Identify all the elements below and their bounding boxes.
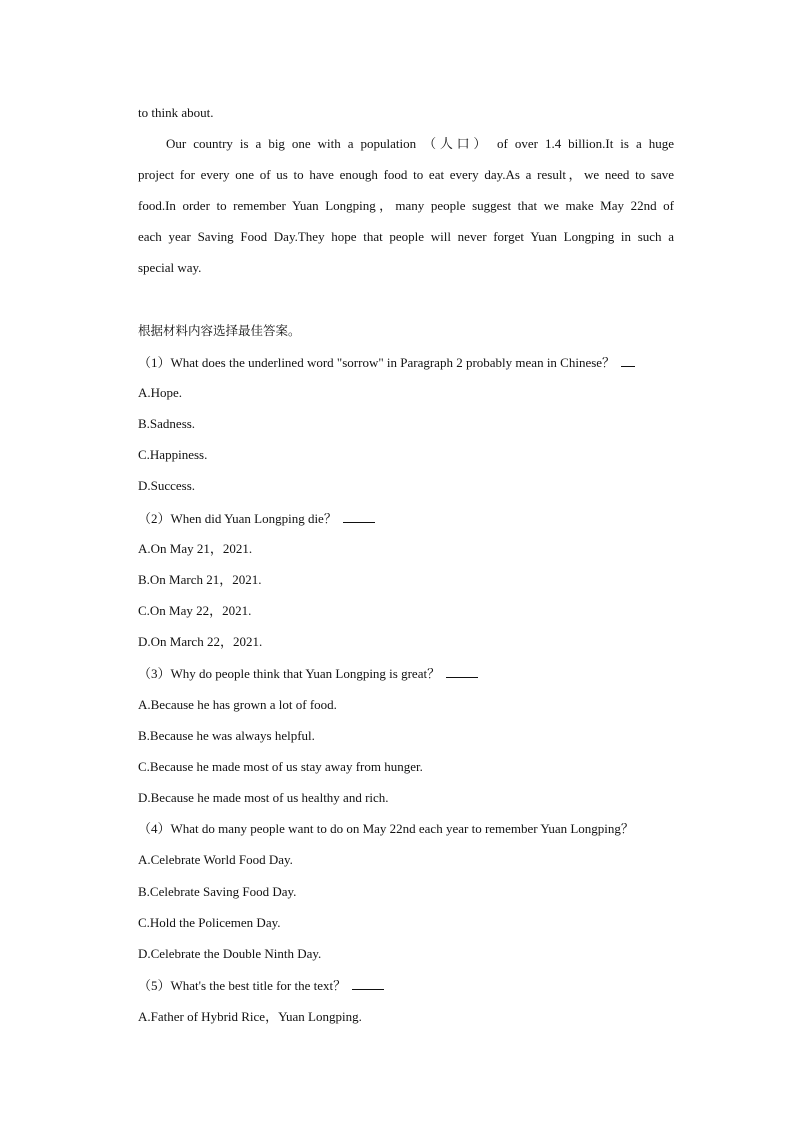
option-a: A.Celebrate World Food Day. xyxy=(138,852,293,867)
option-b: B.On March 21，2021. xyxy=(138,572,262,587)
option-c: C.Hold the Policemen Day. xyxy=(138,915,281,930)
option-c: C.Because he made most of us stay away from hunger. xyxy=(138,759,423,774)
passage-line: project for every one of us to have enough food to eat every day.As a result，we need to save xyxy=(138,167,674,182)
option-a: A.Because he has grown a lot of food. xyxy=(138,697,337,712)
question-stem-text: （2）When did Yuan Longping die？ xyxy=(138,511,337,526)
option-a: A.Father of Hybrid Rice，Yuan Longping. xyxy=(138,1009,362,1024)
option-d: D.Celebrate the Double Ninth Day. xyxy=(138,946,322,961)
passage-line: each year Saving Food Day.They hope that people will never forget Yuan Longping in such a xyxy=(138,229,674,244)
passage-line: food.In order to remember Yuan Longping，many people suggest that we make May 22nd of xyxy=(138,198,674,213)
question-1-stem xyxy=(138,354,674,371)
question-stem-text: （1）What does the underlined word "sorrow" in Paragraph 2 probably mean in Chinese？ xyxy=(138,355,616,370)
passage-line: Our country is a big one with a population （人口） of over 1.4 billion.It is a huge xyxy=(166,136,674,151)
question-stem-text: （5）What's the best title for the text？ xyxy=(138,978,347,993)
option-a: A.On May 21，2021. xyxy=(138,541,253,556)
answer-blank[interactable] xyxy=(446,665,478,678)
option-b: B.Sadness. xyxy=(138,416,196,431)
option-b: B.Celebrate Saving Food Day. xyxy=(138,884,297,899)
option-b: B.Because he was always helpful. xyxy=(138,728,315,743)
answer-blank[interactable] xyxy=(352,977,384,990)
passage-line: to think about. xyxy=(138,105,214,120)
passage-line: special way. xyxy=(138,260,202,275)
option-d: D.On March 22，2021. xyxy=(138,634,263,649)
question-stem-text: （3）Why do people think that Yuan Longping is great？ xyxy=(138,666,441,681)
answer-blank[interactable] xyxy=(621,354,635,367)
option-a: A.Hope. xyxy=(138,385,183,400)
option-c: C.Happiness. xyxy=(138,447,208,462)
option-c: C.On May 22，2021. xyxy=(138,603,252,618)
option-d: D.Success. xyxy=(138,478,196,493)
question-3-stem xyxy=(138,665,674,682)
question-2-stem xyxy=(138,510,674,527)
answer-blank[interactable] xyxy=(343,510,375,523)
question-5-stem xyxy=(138,977,674,994)
option-d: D.Because he made most of us healthy and rich. xyxy=(138,790,389,805)
question-4-stem: （4）What do many people want to do on May 22nd each year to remember Yuan Longping？ xyxy=(138,821,634,836)
instruction-text: 根据材料内容选择最佳答案。 xyxy=(138,323,301,338)
